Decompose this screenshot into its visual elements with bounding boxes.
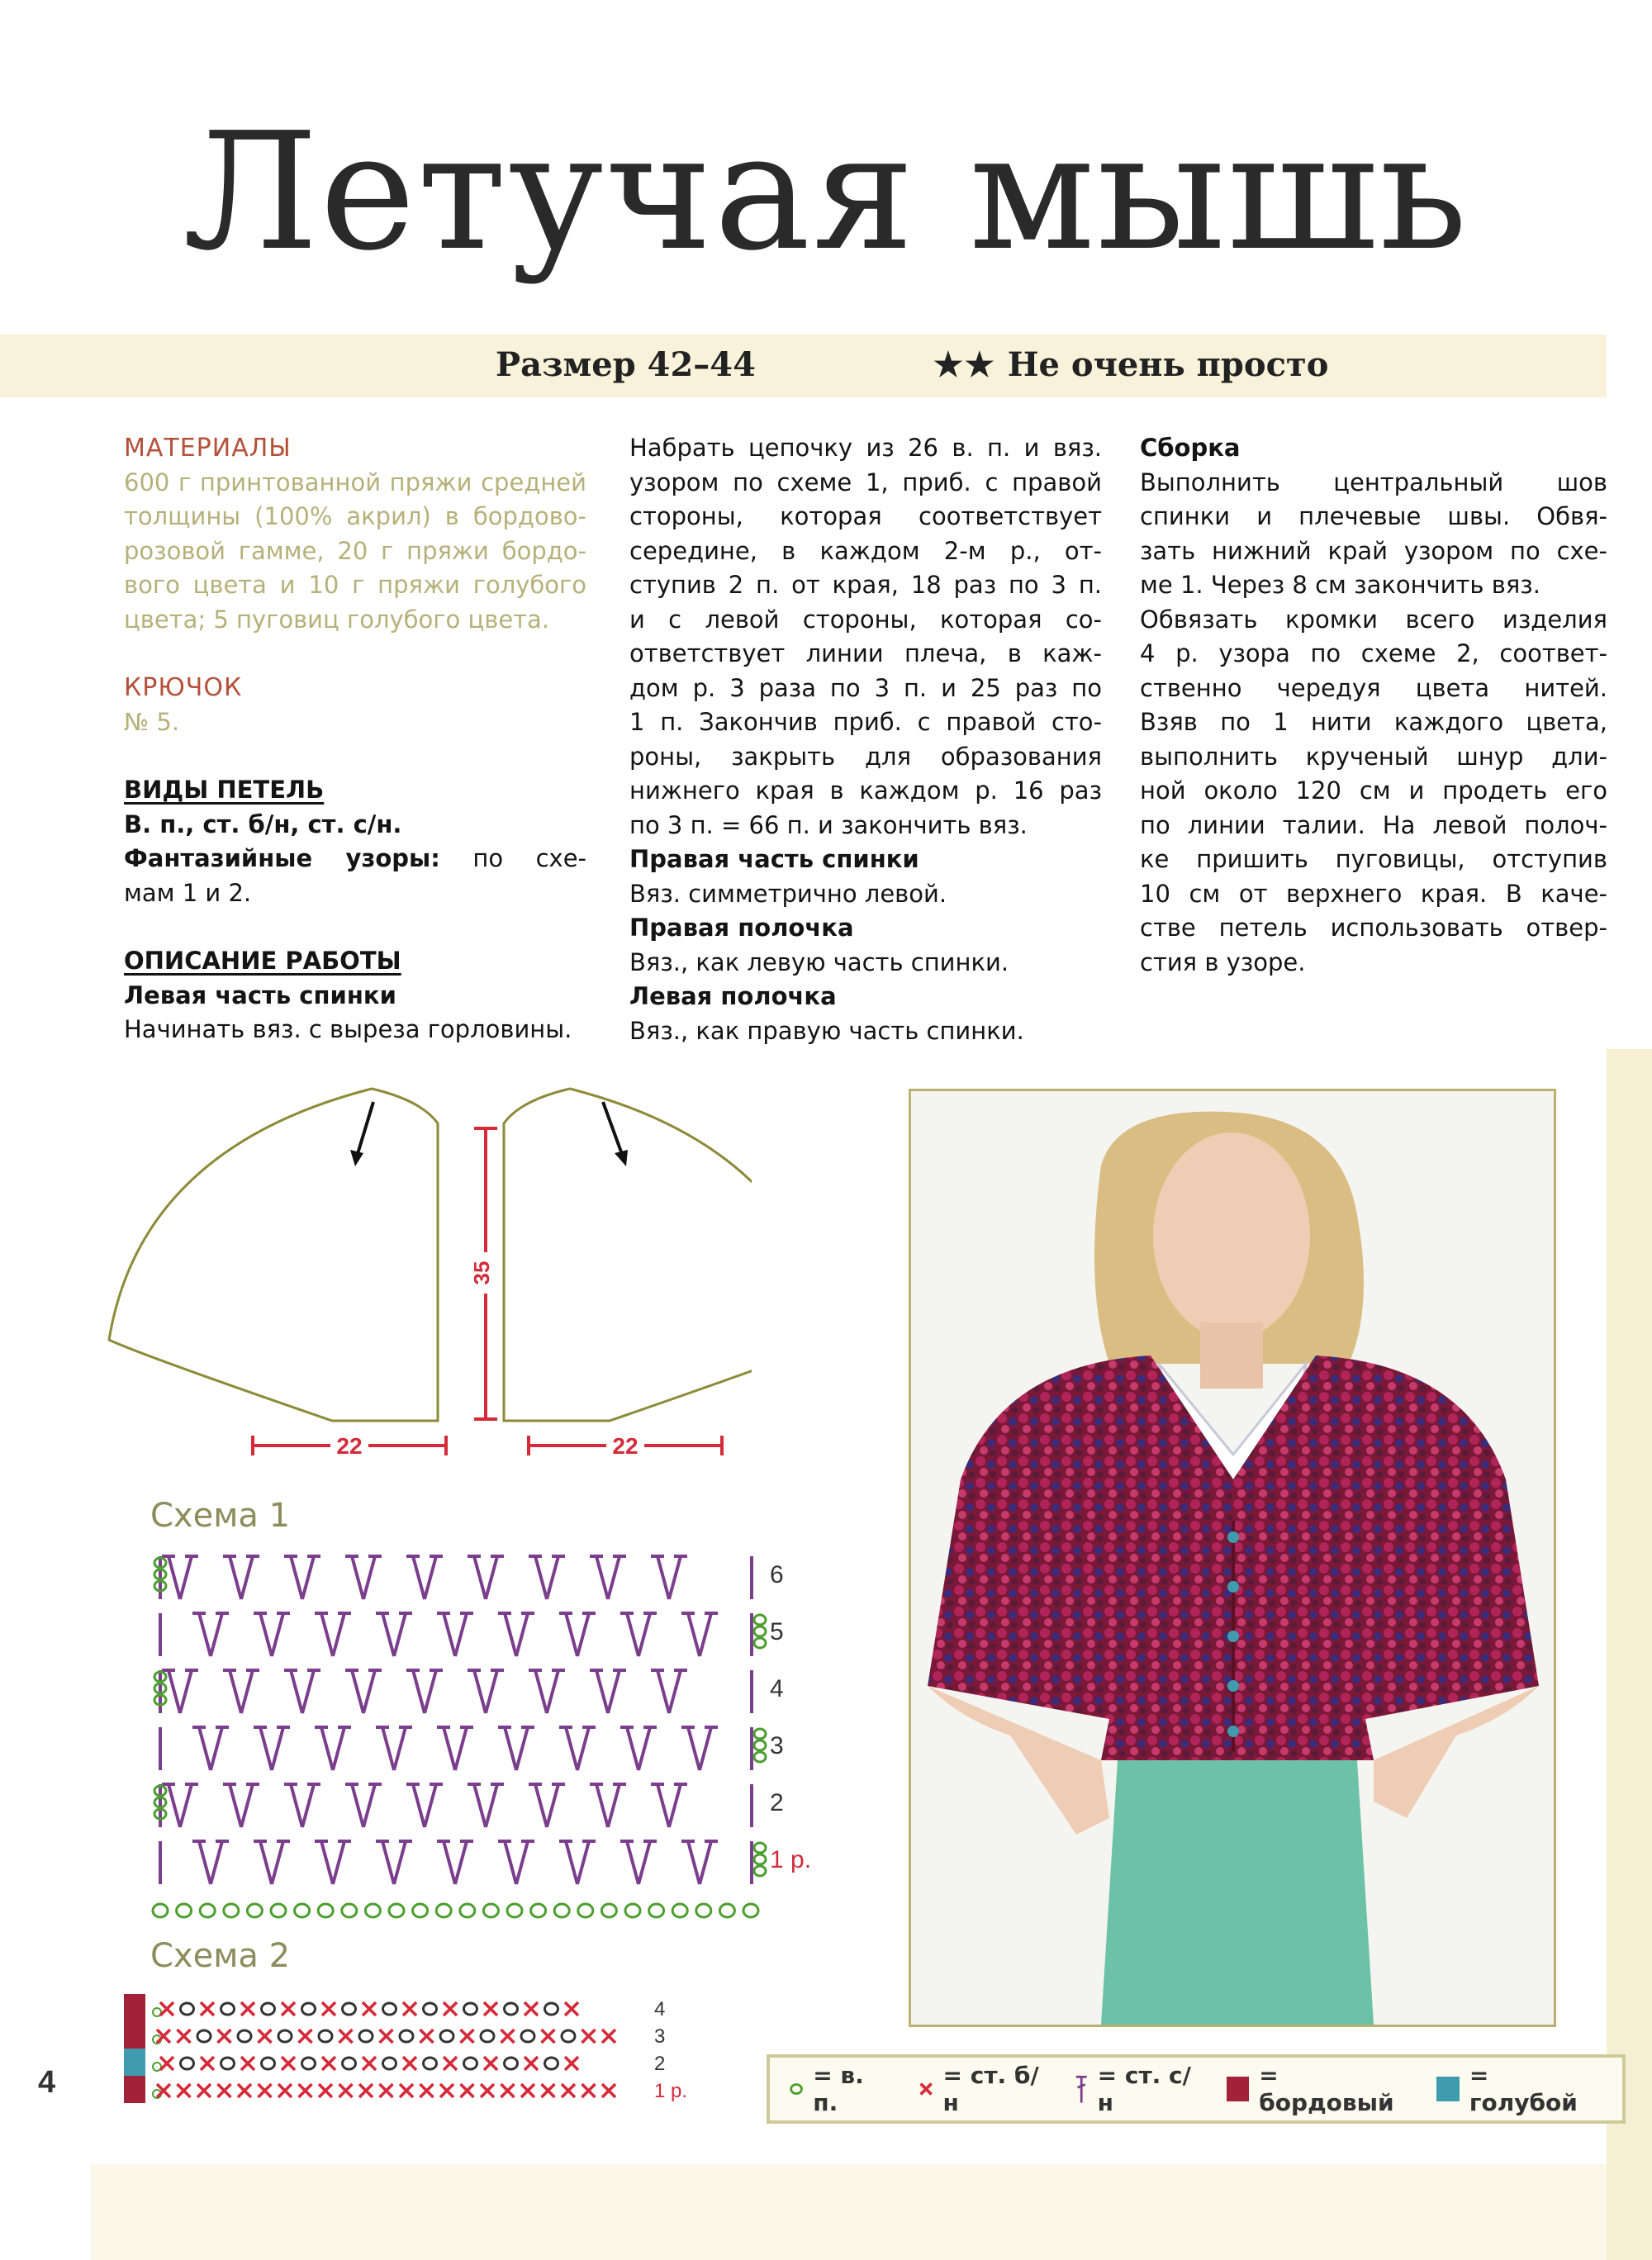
- turning-chain: [754, 1638, 766, 1648]
- double-crochet-icon: [1074, 2072, 1089, 2106]
- scheme1-row-label: 3: [770, 1732, 784, 1759]
- fancy-rest-2: мам 1 и 2.: [124, 878, 252, 907]
- dc-stitch: [627, 1841, 638, 1884]
- body-line: ке пришить пуговицы, отступив: [1140, 845, 1607, 873]
- left-front-text: Вяз., как правую часть спинки.: [629, 1016, 1024, 1045]
- work-heading: ОПИСАНИЕ РАБОТЫ: [124, 947, 401, 975]
- dc-stitch: [211, 1613, 222, 1656]
- dc-stitch: [486, 1556, 497, 1599]
- width-right-label: 22: [612, 1433, 638, 1459]
- dc-stitch: [486, 1670, 497, 1713]
- dc-stitch: [333, 1613, 344, 1656]
- assembly-heading: Сборка: [1140, 434, 1241, 462]
- chain-stitch: [238, 2030, 251, 2042]
- turning-chain: [754, 1740, 766, 1750]
- scheme1-row-label: 2: [770, 1789, 784, 1816]
- dc-stitch: [516, 1613, 528, 1656]
- chain-stitch: [400, 2030, 413, 2042]
- single-crochet-icon: [918, 2080, 934, 2098]
- row-color-marker: [124, 2049, 145, 2076]
- turning-chain: [754, 1752, 766, 1762]
- size-label: Размер 42–44: [496, 345, 756, 384]
- dc-stitch: [230, 1670, 241, 1713]
- page-title: Летучая мышь: [183, 98, 1469, 287]
- body-line: по 3 п. = 66 п. и закончить вяз.: [629, 810, 1028, 839]
- foundation-chain: [436, 1904, 451, 1917]
- hook-value: № 5.: [124, 707, 180, 736]
- chain-stitch: [221, 2003, 235, 2015]
- hook-heading: КРЮЧОК: [124, 673, 243, 702]
- scheme1-row-label: 1 р.: [770, 1846, 812, 1873]
- stitches-heading: ВИДЫ ПЕТЕЛЬ: [124, 776, 325, 804]
- dc-stitch: [535, 1556, 547, 1599]
- dc-stitch: [382, 1841, 394, 1884]
- chain-stitch: [343, 2058, 356, 2069]
- foundation-chain: [153, 1904, 168, 1917]
- legend-burgundy: [1227, 2062, 1409, 2116]
- dc-stitch: [260, 1613, 272, 1656]
- blue-swatch: [1436, 2077, 1460, 2101]
- dc-stitch: [169, 1670, 180, 1713]
- dc-stitch: [535, 1670, 547, 1713]
- chain-stitch: [505, 2058, 518, 2069]
- dc-stitch: [321, 1841, 333, 1884]
- chain-stitch: [545, 2058, 558, 2069]
- dc-stitch: [394, 1841, 406, 1884]
- dc-stitch: [608, 1784, 620, 1827]
- chain-stitch: [343, 2003, 356, 2015]
- dc-stitch: [596, 1670, 608, 1713]
- materials-line: розовой гамме, 20 г пряжи бордо-: [124, 536, 586, 565]
- dc-stitch: [657, 1784, 669, 1827]
- dc-stitch: [199, 1841, 211, 1884]
- foundation-chain: [389, 1904, 404, 1917]
- dc-stitch: [211, 1727, 222, 1770]
- dc-stitch: [669, 1784, 681, 1827]
- dc-stitch: [272, 1727, 283, 1770]
- legend-chain-label: = в. п.: [813, 2062, 864, 2116]
- dc-stitch: [180, 1670, 192, 1713]
- foundation-chain: [460, 1904, 475, 1917]
- legend-burgundy-label: = бордовый: [1259, 2062, 1394, 2116]
- body-line: дом р. 3 раза по 3 п. и 25 раз по: [629, 673, 1102, 702]
- chain-stitch: [481, 2030, 494, 2042]
- dc-stitch: [608, 1670, 620, 1713]
- chain-stitch-icon: [788, 2080, 805, 2098]
- dc-stitch: [321, 1727, 333, 1770]
- foundation-chain: [224, 1904, 239, 1917]
- materials-line: 600 г принтованной пряжи средней: [124, 468, 586, 496]
- chain-stitch: [440, 2030, 453, 2042]
- dc-stitch: [505, 1727, 516, 1770]
- dc-stitch: [669, 1670, 681, 1713]
- body-line: роны, закрыть для образования: [629, 742, 1102, 771]
- dc-stitch: [394, 1727, 406, 1770]
- dc-stitch: [382, 1613, 394, 1656]
- foundation-chain: [531, 1904, 546, 1917]
- body-line: ственно чередуя цвета нитей.: [1140, 673, 1607, 702]
- dc-stitch: [516, 1841, 528, 1884]
- right-back-heading: Правая часть спинки: [629, 845, 919, 873]
- legend-single-crochet: [918, 2062, 1046, 2116]
- dc-stitch: [577, 1613, 589, 1656]
- foundation-chain: [649, 1904, 664, 1917]
- chain-stitch: [521, 2030, 534, 2042]
- body-line: 10 см от верхнего края. В каче-: [1140, 879, 1607, 908]
- dc-stitch: [333, 1841, 344, 1884]
- dc-stitch: [272, 1841, 283, 1884]
- dc-stitch: [241, 1556, 253, 1599]
- scheme2-row-label: 1 р.: [654, 2080, 688, 2102]
- dc-stitch: [688, 1727, 700, 1770]
- body-line: Набрать цепочку из 26 в. п. и вяз.: [629, 434, 1102, 462]
- dc-stitch: [444, 1841, 455, 1884]
- model-photo: [909, 1089, 1556, 2027]
- dc-stitch: [302, 1784, 314, 1827]
- symbol-legend: [767, 2054, 1626, 2124]
- foundation-chain: [342, 1904, 357, 1917]
- materials-heading: МАТЕРИАЛЫ: [124, 434, 292, 463]
- body-line: нижнего края в каждом р. 16 раз: [629, 776, 1102, 805]
- dc-stitch: [413, 1670, 425, 1713]
- legend-blue: [1436, 2062, 1594, 2116]
- scheme1-title: Схема 1: [150, 1497, 291, 1535]
- dc-stitch: [547, 1784, 558, 1827]
- chain-stitch: [181, 2058, 194, 2069]
- dc-stitch: [566, 1727, 577, 1770]
- chain-stitch: [181, 2003, 194, 2015]
- dc-stitch: [333, 1727, 344, 1770]
- model-photo-illustration: [911, 1091, 1554, 2025]
- body-line: по линии талии. На левой полоч-: [1140, 810, 1607, 839]
- dc-stitch: [657, 1556, 669, 1599]
- dc-stitch: [230, 1784, 241, 1827]
- foundation-chain: [625, 1904, 640, 1917]
- body-line: 4 р. узора по схеме 2, соответ-: [1140, 639, 1607, 667]
- chain-stitch: [383, 2003, 396, 2015]
- scheme2-row-label: 4: [654, 1998, 666, 2020]
- pattern-diagram: [91, 1074, 752, 1470]
- legend-dc-label: = ст. с/н: [1097, 2062, 1191, 2116]
- body-line: узором по схеме 1, приб. с правой: [629, 468, 1102, 496]
- dc-stitch: [700, 1613, 711, 1656]
- difficulty-text: Не очень просто: [1007, 345, 1329, 384]
- dc-stitch: [688, 1841, 700, 1884]
- chain-stitch: [383, 2058, 396, 2069]
- dc-stitch: [272, 1613, 283, 1656]
- body-line: Взяв по 1 нити каждого цвета,: [1140, 708, 1607, 736]
- scheme1-chart: [149, 1543, 867, 1931]
- body-line: стороны, которая соответствует: [629, 502, 1102, 530]
- body-line: стве петель использовать отвер-: [1140, 914, 1607, 942]
- right-front-heading: Правая полочка: [629, 914, 854, 942]
- dc-stitch: [608, 1556, 620, 1599]
- body-line: ной около 120 см и продеть его: [1140, 776, 1607, 805]
- dc-stitch: [169, 1784, 180, 1827]
- page-number: 4: [38, 2065, 56, 2100]
- dc-stitch: [230, 1556, 241, 1599]
- dc-stitch: [638, 1841, 650, 1884]
- dc-stitch: [363, 1784, 375, 1827]
- chain-stitch: [505, 2003, 518, 2015]
- chain-stitch: [197, 2030, 211, 2042]
- foundation-chain: [743, 1904, 758, 1917]
- body-line: ме 1. Через 8 см закончить вяз.: [1140, 571, 1540, 599]
- right-piece-outline: [504, 1089, 752, 1421]
- legend-sc-label: = ст. б/н: [942, 2062, 1039, 2116]
- middle-column: [629, 431, 1102, 1048]
- chain-stitch: [302, 2058, 316, 2069]
- foundation-chain: [365, 1904, 380, 1917]
- foundation-chain: [177, 1904, 192, 1917]
- dc-stitch: [505, 1613, 516, 1656]
- dc-stitch: [596, 1556, 608, 1599]
- body-line: ступив 2 п. от края, 18 раз по 3 п.: [629, 571, 1102, 599]
- dc-stitch: [291, 1670, 302, 1713]
- dc-stitch: [444, 1727, 455, 1770]
- legend-chain: [788, 2062, 890, 2116]
- dc-stitch: [474, 1556, 486, 1599]
- chain-stitch: [545, 2003, 558, 2015]
- foundation-chain: [200, 1904, 215, 1917]
- dc-stitch: [577, 1841, 589, 1884]
- scheme1-row-label: 6: [770, 1561, 784, 1588]
- dc-stitch: [199, 1727, 211, 1770]
- left-back-text: Начинать вяз. с выреза горловины.: [124, 1015, 572, 1043]
- dc-stitch: [688, 1613, 700, 1656]
- body-line: стия в узоре.: [1140, 947, 1306, 976]
- dc-stitch: [321, 1613, 333, 1656]
- dc-stitch: [535, 1784, 547, 1827]
- materials-line: толщины (100% акрил) в бордово-: [124, 502, 586, 530]
- foundation-chain: [271, 1904, 286, 1917]
- difficulty-label: [933, 342, 1328, 388]
- body-line: ответствует линии плеча, в каж-: [629, 639, 1102, 667]
- turning-chain: [754, 1626, 766, 1636]
- chain-stitch: [278, 2030, 292, 2042]
- left-column: [124, 431, 586, 1047]
- dc-stitch: [199, 1613, 211, 1656]
- foundation-chain: [601, 1904, 616, 1917]
- right-column: [1140, 431, 1607, 980]
- dc-stitch: [455, 1613, 467, 1656]
- dc-stitch: [169, 1556, 180, 1599]
- dc-stitch: [302, 1556, 314, 1599]
- right-back-text: Вяз. симметрично левой.: [629, 879, 947, 908]
- left-back-heading: Левая часть спинки: [124, 980, 396, 1009]
- turning-chain: [754, 1615, 766, 1625]
- dc-stitch: [596, 1784, 608, 1827]
- foundation-chain: [318, 1904, 333, 1917]
- turning-chain: [754, 1843, 766, 1853]
- dc-stitch: [291, 1556, 302, 1599]
- stitches-line: В. п., ст. б/н, ст. с/н.: [124, 810, 402, 838]
- foundation-chain: [483, 1904, 498, 1917]
- dc-stitch: [566, 1841, 577, 1884]
- row-color-marker: [124, 1994, 145, 2021]
- dc-stitch: [413, 1556, 425, 1599]
- dc-stitch: [474, 1670, 486, 1713]
- foundation-chain: [578, 1904, 593, 1917]
- dc-stitch: [180, 1556, 192, 1599]
- fancy-rest: по схе-: [472, 844, 586, 872]
- chain-stitch: [464, 2003, 477, 2015]
- width-left-label: 22: [336, 1433, 363, 1459]
- foundation-chain: [507, 1904, 522, 1917]
- scheme2-row-label: 2: [654, 2053, 666, 2075]
- dc-stitch: [425, 1784, 436, 1827]
- scheme2-title: Схема 2: [150, 1937, 291, 1975]
- dc-stitch: [486, 1784, 497, 1827]
- body-line: выполнить крученый шнур дли-: [1140, 742, 1607, 771]
- materials-line: цвета; 5 пуговиц голубого цвета.: [124, 605, 550, 634]
- dc-stitch: [669, 1556, 681, 1599]
- footer-tint: [91, 2164, 1607, 2260]
- difficulty-stars: ★★: [933, 345, 996, 384]
- body-line: Обвязать кромки всего изделия: [1140, 605, 1607, 634]
- chain-stitch: [221, 2058, 235, 2069]
- materials-line: вого цвета и 10 г пряжи голубого: [124, 571, 586, 599]
- dc-stitch: [211, 1841, 222, 1884]
- dc-stitch: [455, 1841, 467, 1884]
- dc-stitch: [657, 1670, 669, 1713]
- turning-chain: [754, 1729, 766, 1739]
- foundation-chain: [295, 1904, 310, 1917]
- dc-stitch: [566, 1613, 577, 1656]
- dc-stitch: [455, 1727, 467, 1770]
- foundation-chain: [696, 1904, 711, 1917]
- dc-stitch: [180, 1784, 192, 1827]
- dc-stitch: [413, 1784, 425, 1827]
- body-line: спинки и плечевые швы. Обвя-: [1140, 502, 1607, 530]
- dc-stitch: [474, 1784, 486, 1827]
- dc-stitch: [352, 1556, 363, 1599]
- dc-stitch: [627, 1613, 638, 1656]
- chain-stitch: [302, 2003, 316, 2015]
- chain-stitch: [262, 2003, 275, 2015]
- dc-stitch: [577, 1727, 589, 1770]
- scheme2-chart: [124, 1992, 719, 2116]
- dc-stitch: [241, 1670, 253, 1713]
- dc-stitch: [516, 1727, 528, 1770]
- fancy-label: Фантазийные узоры:: [124, 844, 440, 872]
- foundation-chain: [413, 1904, 428, 1917]
- dc-stitch: [352, 1670, 363, 1713]
- row-color-marker: [124, 2076, 145, 2103]
- left-piece-outline: [109, 1089, 438, 1421]
- dc-stitch: [547, 1670, 558, 1713]
- chain-stitch: [424, 2003, 437, 2015]
- chain-stitch: [424, 2058, 437, 2069]
- dc-stitch: [700, 1727, 711, 1770]
- body-line: Выполнить центральный шов: [1140, 468, 1607, 496]
- dc-stitch: [382, 1727, 394, 1770]
- scheme2-row-label: 3: [654, 2025, 666, 2048]
- dc-stitch: [302, 1670, 314, 1713]
- dc-stitch: [394, 1613, 406, 1656]
- dc-stitch: [260, 1841, 272, 1884]
- dc-stitch: [425, 1556, 436, 1599]
- height-label: 35: [469, 1261, 494, 1285]
- burgundy-swatch: [1227, 2077, 1250, 2101]
- chain-stitch: [359, 2030, 373, 2042]
- left-front-heading: Левая полочка: [629, 982, 837, 1010]
- dc-stitch: [505, 1841, 516, 1884]
- body-line: и с левой стороны, которая со-: [629, 605, 1102, 634]
- foundation-chain: [672, 1904, 687, 1917]
- dc-stitch: [291, 1784, 302, 1827]
- legend-double-crochet: [1074, 2062, 1198, 2116]
- dc-stitch: [352, 1784, 363, 1827]
- dc-stitch: [444, 1613, 455, 1656]
- foundation-chain: [719, 1904, 734, 1917]
- dc-stitch: [260, 1727, 272, 1770]
- right-front-text: Вяз., как левую часть спинки.: [629, 947, 1009, 976]
- dc-stitch: [638, 1613, 650, 1656]
- dc-stitch: [425, 1670, 436, 1713]
- body-line: середине, в каждом 2-м р., от-: [629, 536, 1102, 565]
- chain-stitch: [319, 2030, 332, 2042]
- dc-stitch: [547, 1556, 558, 1599]
- chain-stitch: [464, 2058, 477, 2069]
- fancy-pattern-line: [124, 842, 586, 876]
- dc-stitch: [363, 1556, 375, 1599]
- turning-chain: [754, 1854, 766, 1864]
- foundation-chain: [554, 1904, 569, 1917]
- info-band: [0, 335, 1607, 397]
- turning-chain: [754, 1866, 766, 1876]
- dc-stitch: [363, 1670, 375, 1713]
- dc-stitch: [241, 1784, 253, 1827]
- body-line: 1 п. Закончив приб. с правой сто-: [629, 708, 1102, 736]
- foundation-chain: [247, 1904, 262, 1917]
- row-color-marker: [124, 2021, 145, 2049]
- chain-stitch: [562, 2030, 575, 2042]
- dc-stitch: [638, 1727, 650, 1770]
- legend-blue-label: = голубой: [1469, 2062, 1578, 2116]
- dc-stitch: [627, 1727, 638, 1770]
- dc-stitch: [700, 1841, 711, 1884]
- scheme1-row-label: 4: [770, 1675, 784, 1702]
- scheme1-row-label: 5: [770, 1618, 784, 1645]
- body-line: зать нижний край узором по схе-: [1140, 536, 1607, 565]
- chain-stitch: [262, 2058, 275, 2069]
